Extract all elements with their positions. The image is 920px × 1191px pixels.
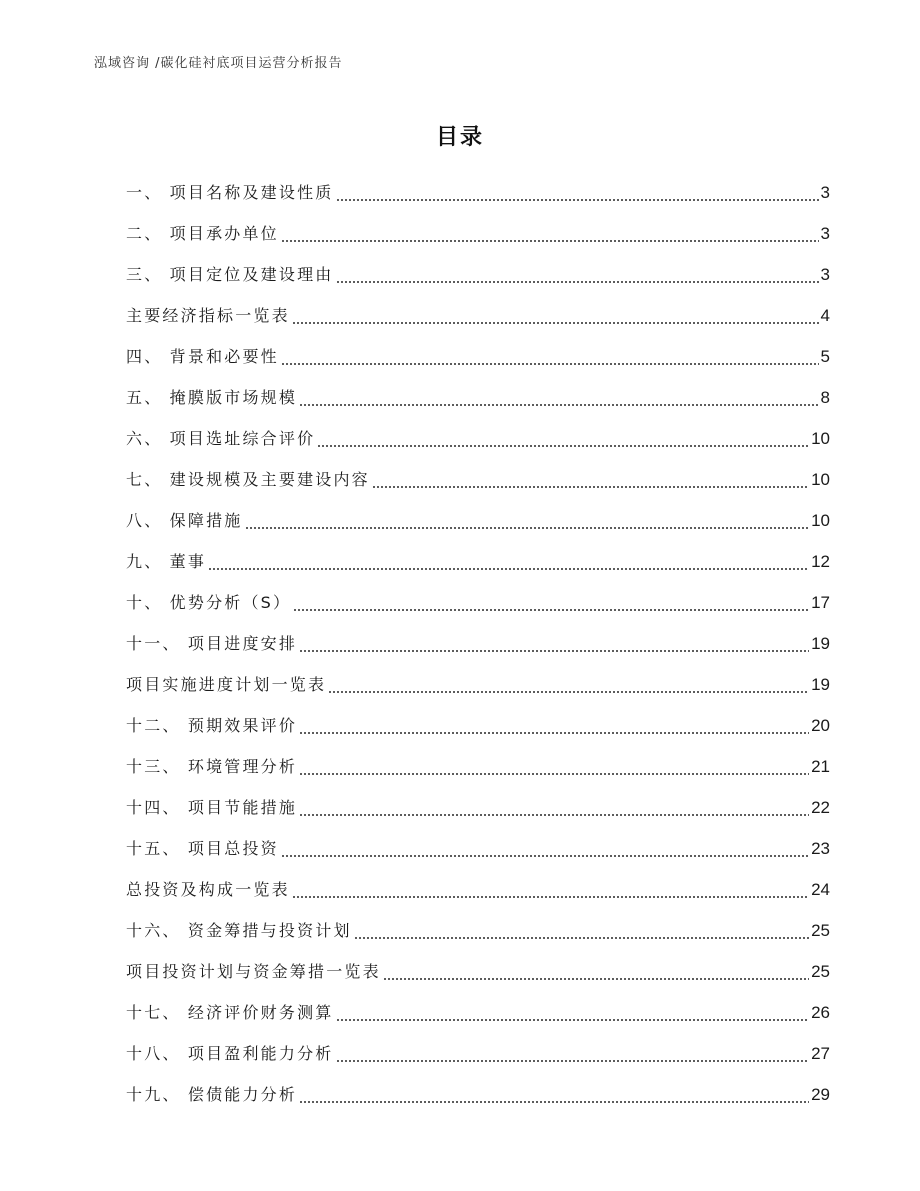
toc-leader-dots: [317, 424, 809, 454]
toc-entry-label: 主要经济指标一览表: [126, 305, 290, 325]
toc-leader-dots: [328, 670, 809, 700]
toc-entry-label: 十四、 项目节能措施: [126, 797, 298, 817]
toc-entry-page: 27: [811, 1043, 830, 1063]
toc-entry-page: 19: [811, 674, 830, 694]
toc-entry-label: 二、 项目承办单位: [126, 223, 279, 243]
table-of-contents: [126, 172, 830, 1115]
toc-entry[interactable]: [126, 500, 830, 541]
toc-entry[interactable]: [126, 910, 830, 951]
toc-leader-dots: [281, 342, 819, 372]
toc-entry-page: 21: [811, 756, 830, 776]
toc-entry[interactable]: [126, 377, 830, 418]
toc-entry-page: 22: [811, 797, 830, 817]
toc-entry[interactable]: [126, 828, 830, 869]
toc-entry-label: 八、 保障措施: [126, 510, 243, 530]
toc-entry-page: 10: [811, 428, 830, 448]
toc-entry-page: 4: [820, 305, 830, 325]
toc-entry[interactable]: [126, 213, 830, 254]
toc-leader-dots: [208, 547, 809, 577]
toc-leader-dots: [299, 383, 818, 413]
toc-entry-label: 六、 项目选址综合评价: [126, 428, 316, 448]
toc-leader-dots: [299, 1080, 809, 1110]
toc-entry[interactable]: [126, 1074, 830, 1115]
toc-entry[interactable]: [126, 336, 830, 377]
toc-entry-label: 十一、 项目进度安排: [126, 633, 298, 653]
toc-entry-page: 19: [811, 633, 830, 653]
toc-entry[interactable]: [126, 295, 830, 336]
toc-leader-dots: [293, 588, 809, 618]
page-header: 泓域咨询 /碳化硅衬底项目运营分析报告: [94, 56, 343, 71]
toc-entry-label: 十九、 偿债能力分析: [126, 1084, 298, 1104]
toc-entry-label: 十八、 项目盈利能力分析: [126, 1043, 334, 1063]
toc-entry[interactable]: [126, 459, 830, 500]
toc-entry[interactable]: [126, 746, 830, 787]
toc-entry-label: 项目实施进度计划一览表: [126, 674, 327, 694]
toc-leader-dots: [299, 629, 809, 659]
toc-leader-dots: [383, 957, 809, 987]
toc-entry-page: 10: [811, 510, 830, 530]
toc-leader-dots: [245, 506, 810, 536]
toc-entry[interactable]: [126, 1033, 830, 1074]
toc-entry-page: 12: [811, 551, 830, 571]
toc-entry-label: 九、 董事: [126, 551, 207, 571]
toc-entry[interactable]: [126, 992, 830, 1033]
toc-leader-dots: [292, 301, 819, 331]
toc-entry[interactable]: [126, 951, 830, 992]
toc-title: 目录: [435, 125, 484, 150]
toc-entry[interactable]: [126, 541, 830, 582]
toc-entry-page: 24: [811, 879, 830, 899]
toc-entry-label: 十、 优势分析（S）: [126, 592, 292, 612]
toc-entry[interactable]: [126, 254, 830, 295]
toc-entry[interactable]: [126, 869, 830, 910]
toc-leader-dots: [372, 465, 809, 495]
toc-entry-label: 十二、 预期效果评价: [126, 715, 298, 735]
toc-leader-dots: [292, 875, 809, 905]
toc-entry-page: 3: [820, 223, 830, 243]
toc-leader-dots: [336, 178, 819, 208]
toc-entry-label: 四、 背景和必要性: [126, 346, 279, 366]
toc-entry-label: 七、 建设规模及主要建设内容: [126, 469, 370, 489]
toc-entry-label: 三、 项目定位及建设理由: [126, 264, 334, 284]
toc-entry-page: 20: [811, 715, 830, 735]
toc-leader-dots: [299, 752, 809, 782]
toc-leader-dots: [336, 998, 810, 1028]
toc-leader-dots: [281, 834, 809, 864]
toc-entry-label: 十六、 资金筹措与投资计划: [126, 920, 352, 940]
toc-entry-label: 一、 项目名称及建设性质: [126, 182, 334, 202]
toc-entry[interactable]: [126, 418, 830, 459]
toc-entry-page: 3: [820, 264, 830, 284]
toc-entry[interactable]: [126, 664, 830, 705]
toc-entry-page: 5: [820, 346, 830, 366]
toc-entry-page: 3: [820, 182, 830, 202]
toc-entry[interactable]: [126, 787, 830, 828]
toc-leader-dots: [299, 711, 809, 741]
toc-entry-page: 29: [811, 1084, 830, 1104]
toc-entry-page: 23: [811, 838, 830, 858]
toc-entry-label: 十七、 经济评价财务测算: [126, 1002, 334, 1022]
toc-entry[interactable]: [126, 582, 830, 623]
toc-entry[interactable]: [126, 705, 830, 746]
toc-entry-page: 17: [811, 592, 830, 612]
toc-entry-label: 十五、 项目总投资: [126, 838, 279, 858]
toc-leader-dots: [354, 916, 809, 946]
toc-entry-page: 8: [820, 387, 830, 407]
toc-leader-dots: [336, 260, 819, 290]
toc-entry-label: 总投资及构成一览表: [126, 879, 290, 899]
toc-entry[interactable]: [126, 172, 830, 213]
toc-entry-label: 十三、 环境管理分析: [126, 756, 298, 776]
toc-entry-page: 25: [811, 961, 830, 981]
toc-entry-label: 项目投资计划与资金筹措一览表: [126, 961, 381, 981]
toc-entry[interactable]: [126, 623, 830, 664]
toc-entry-page: 10: [811, 469, 830, 489]
toc-entry-label: 五、 掩膜版市场规模: [126, 387, 298, 407]
toc-entry-page: 25: [811, 920, 830, 940]
toc-entry-page: 26: [811, 1002, 830, 1022]
toc-leader-dots: [281, 219, 819, 249]
toc-leader-dots: [336, 1039, 810, 1069]
toc-leader-dots: [299, 793, 809, 823]
